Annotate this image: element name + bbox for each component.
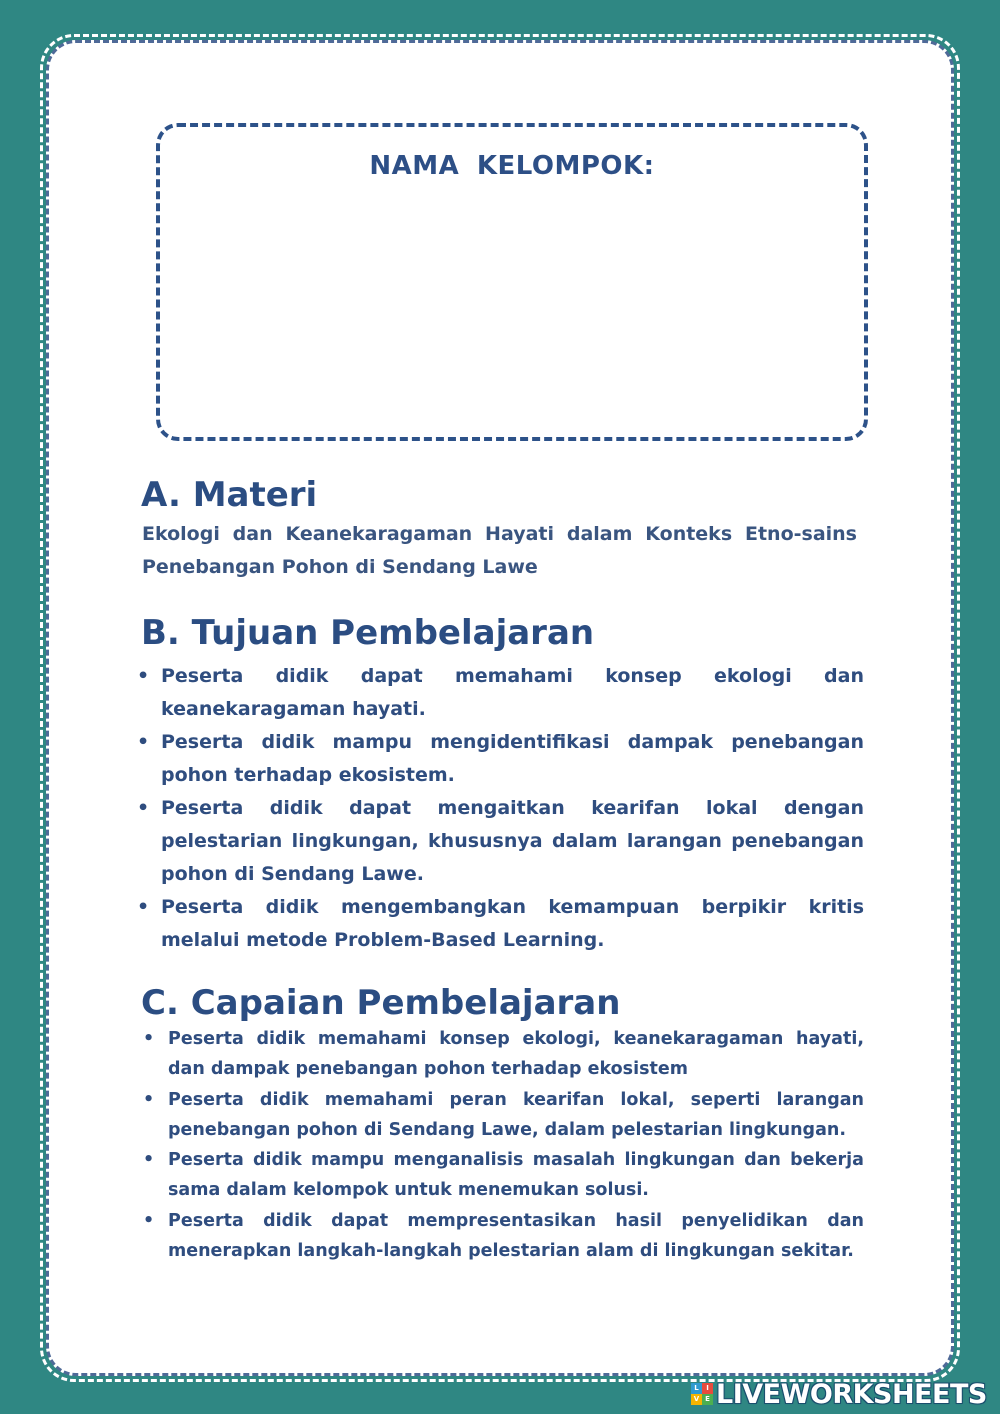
list-item: • Peserta didik mampu menganalisis masalah lingkungan dan bekerja sama dalam kelompok untuk menemukan solusi. <box>168 1145 864 1206</box>
list-item: • Peserta didik dapat mempresentasikan hasil penyelidikan dan menerapkan langkah-langkah pelestarian alam di lingkungan sekitar. <box>168 1206 864 1267</box>
capaian-list <box>168 1024 864 1266</box>
group-name-title: NAMA KELOMPOK: <box>369 151 655 181</box>
tujuan-list <box>161 660 864 957</box>
materi-heading: A. Materi <box>141 475 318 515</box>
liveworksheets-watermark <box>691 1376 987 1412</box>
list-item: • Peserta didik dapat mengaitkan kearifan lokal dengan pelestarian lingkungan, khususnya dalam larangan penebangan pohon di Sendang Lawe. <box>161 792 864 891</box>
list-item: • Peserta didik mengembangkan kemampuan berpikir kritis melalui metode Problem-Based Learning. <box>161 891 864 957</box>
list-item: • Peserta didik dapat memahami konsep ekologi dan keanekaragaman hayati. <box>161 660 864 726</box>
materi-text: Ekologi dan Keanekaragaman Hayati dalam Konteks Etno-sains Penebangan Pohon di Sendang Lawe <box>142 523 857 578</box>
list-item: • Peserta didik mampu mengidentifikasi dampak penebangan pohon terhadap ekosistem. <box>161 726 864 792</box>
tujuan-heading: B. Tujuan Pembelajaran <box>141 613 595 653</box>
list-item: • Peserta didik memahami peran kearifan lokal, seperti larangan penebangan pohon di Sendang Lawe, dalam pelestarian lingkungan. <box>168 1085 864 1146</box>
watermark-text: LIVEWORKSHEETS <box>716 1378 987 1410</box>
capaian-heading: C. Capaian Pembelajaran <box>141 983 621 1023</box>
list-item: • Peserta didik memahami konsep ekologi, keanekaragaman hayati, dan dampak penebangan pohon terhadap ekosistem <box>168 1024 864 1085</box>
liveworksheets-logo-icon: L I V E <box>691 1383 713 1405</box>
group-name-box[interactable] <box>156 123 868 441</box>
